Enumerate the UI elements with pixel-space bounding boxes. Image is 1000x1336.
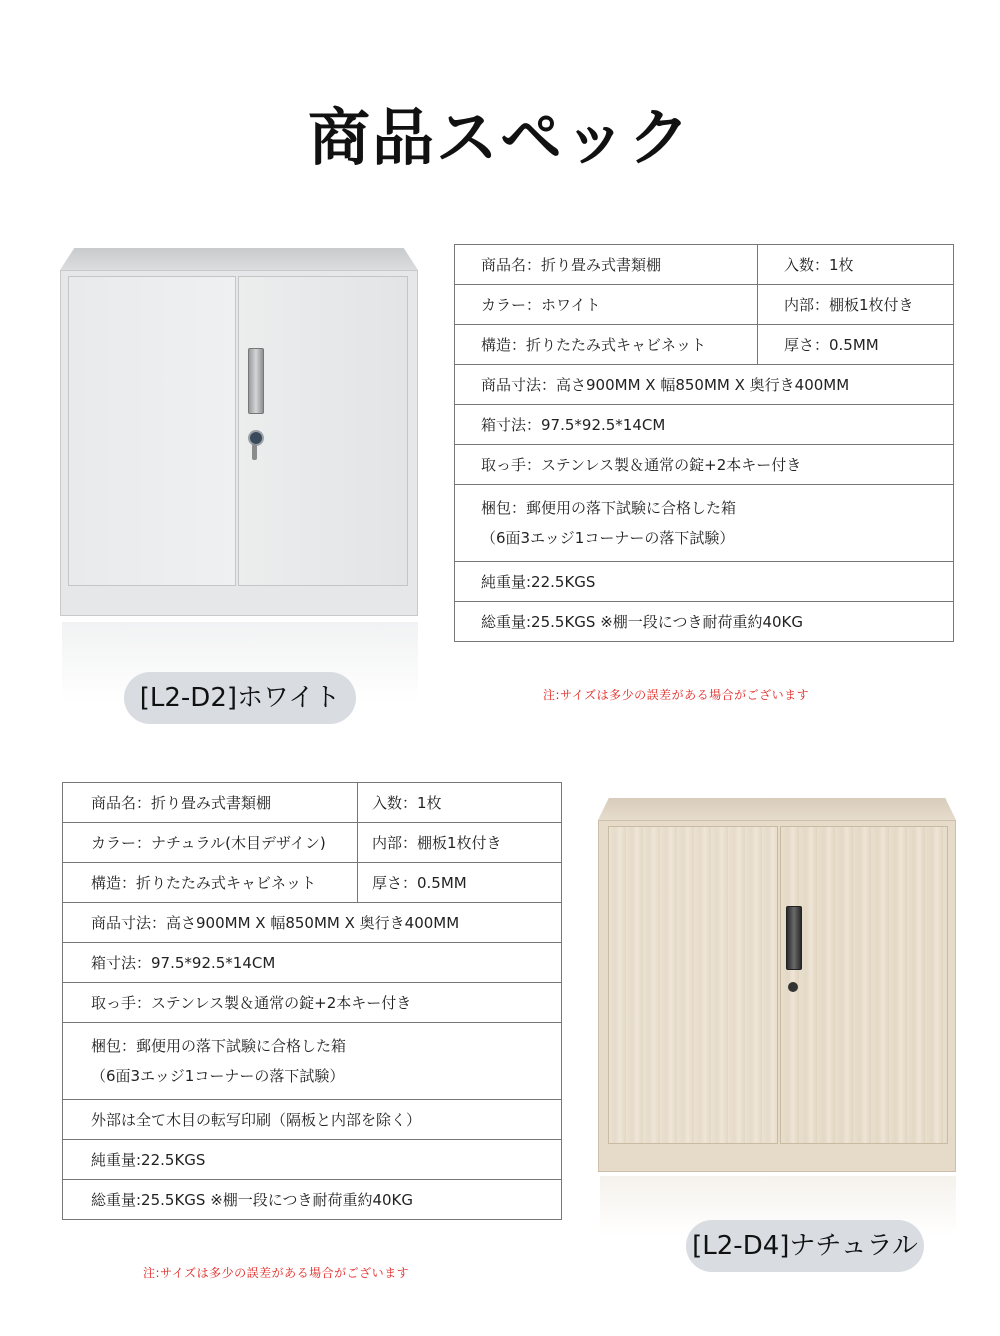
- spec-cell: 純重量:22.5KGS: [63, 1140, 562, 1180]
- spec-cell-packaging: [63, 1023, 562, 1100]
- spec-cell: カラー：ナチュラル(木目デザイン): [63, 823, 358, 863]
- spec-line: 梱包：郵便用の落下試験に合格した箱: [481, 499, 737, 517]
- spec-cell: 商品名：折り畳み式書類棚: [63, 783, 358, 823]
- spec-cell: 厚さ：0.5MM: [358, 863, 562, 903]
- spec-cell: 商品名：折り畳み式書類棚: [455, 245, 758, 285]
- cabinet-right-door: [238, 276, 408, 586]
- spec-cell: 総重量:25.5KGS ※棚一段につき耐荷重約40KG: [455, 602, 954, 642]
- cabinet-left-door: [68, 276, 236, 586]
- spec-cell: 総重量:25.5KGS ※棚一段につき耐荷重約40KG: [63, 1180, 562, 1220]
- spec-cell: カラー：ホワイト: [455, 285, 758, 325]
- spec-cell: 商品寸法：高さ900MM X 幅850MM X 奥行き400MM: [455, 365, 954, 405]
- cabinet-top: [60, 248, 418, 270]
- natural-cabinet-image: [598, 798, 958, 1174]
- natural-spec-table: [62, 782, 562, 1220]
- spec-cell: 内部：棚板1枚付き: [358, 823, 562, 863]
- spec-cell: 箱寸法：97.5*92.5*14CM: [455, 405, 954, 445]
- white-spec-table: [454, 244, 954, 642]
- cabinet-top: [598, 798, 956, 820]
- spec-cell-packaging: [455, 485, 954, 562]
- cabinet-handle: [786, 906, 802, 970]
- natural-size-note: 注:サイズは多少の誤差がある場合がございます: [143, 1266, 410, 1280]
- cabinet-lock: [788, 982, 798, 992]
- cabinet-key: [252, 444, 257, 460]
- spec-cell: 内部：棚板1枚付き: [758, 285, 954, 325]
- page-title: 商品スペック: [307, 101, 692, 174]
- natural-label: [L2-D4]ナチュラル: [686, 1220, 924, 1272]
- spec-cell: 入数：1枚: [758, 245, 954, 285]
- spec-cell: 入数：1枚: [358, 783, 562, 823]
- spec-line: （6面3エッジ1コーナーの落下試験）: [481, 529, 735, 547]
- spec-cell: 厚さ：0.5MM: [758, 325, 954, 365]
- spec-cell: 構造：折りたたみ式キャビネット: [455, 325, 758, 365]
- spec-cell: 純重量:22.5KGS: [455, 562, 954, 602]
- white-cabinet-image: [60, 248, 420, 618]
- white-size-note: 注:サイズは多少の誤差がある場合がございます: [543, 688, 810, 702]
- spec-cell: 構造：折りたたみ式キャビネット: [63, 863, 358, 903]
- spec-line: （6面3エッジ1コーナーの落下試験）: [91, 1067, 345, 1085]
- spec-cell: 箱寸法：97.5*92.5*14CM: [63, 943, 562, 983]
- spec-cell: 商品寸法：高さ900MM X 幅850MM X 奥行き400MM: [63, 903, 562, 943]
- spec-cell: 外部は全て木目の転写印刷（隔板と内部を除く）: [63, 1100, 562, 1140]
- cabinet-left-door: [608, 826, 778, 1144]
- white-label: [L2-D2]ホワイト: [124, 672, 356, 724]
- spec-line: 梱包：郵便用の落下試験に合格した箱: [91, 1037, 347, 1055]
- cabinet-right-door: [780, 826, 948, 1144]
- cabinet-handle: [248, 348, 264, 414]
- spec-cell: 取っ手：ステンレス製＆通常の錠+2本キー付き: [455, 445, 954, 485]
- spec-cell: 取っ手：ステンレス製＆通常の錠+2本キー付き: [63, 983, 562, 1023]
